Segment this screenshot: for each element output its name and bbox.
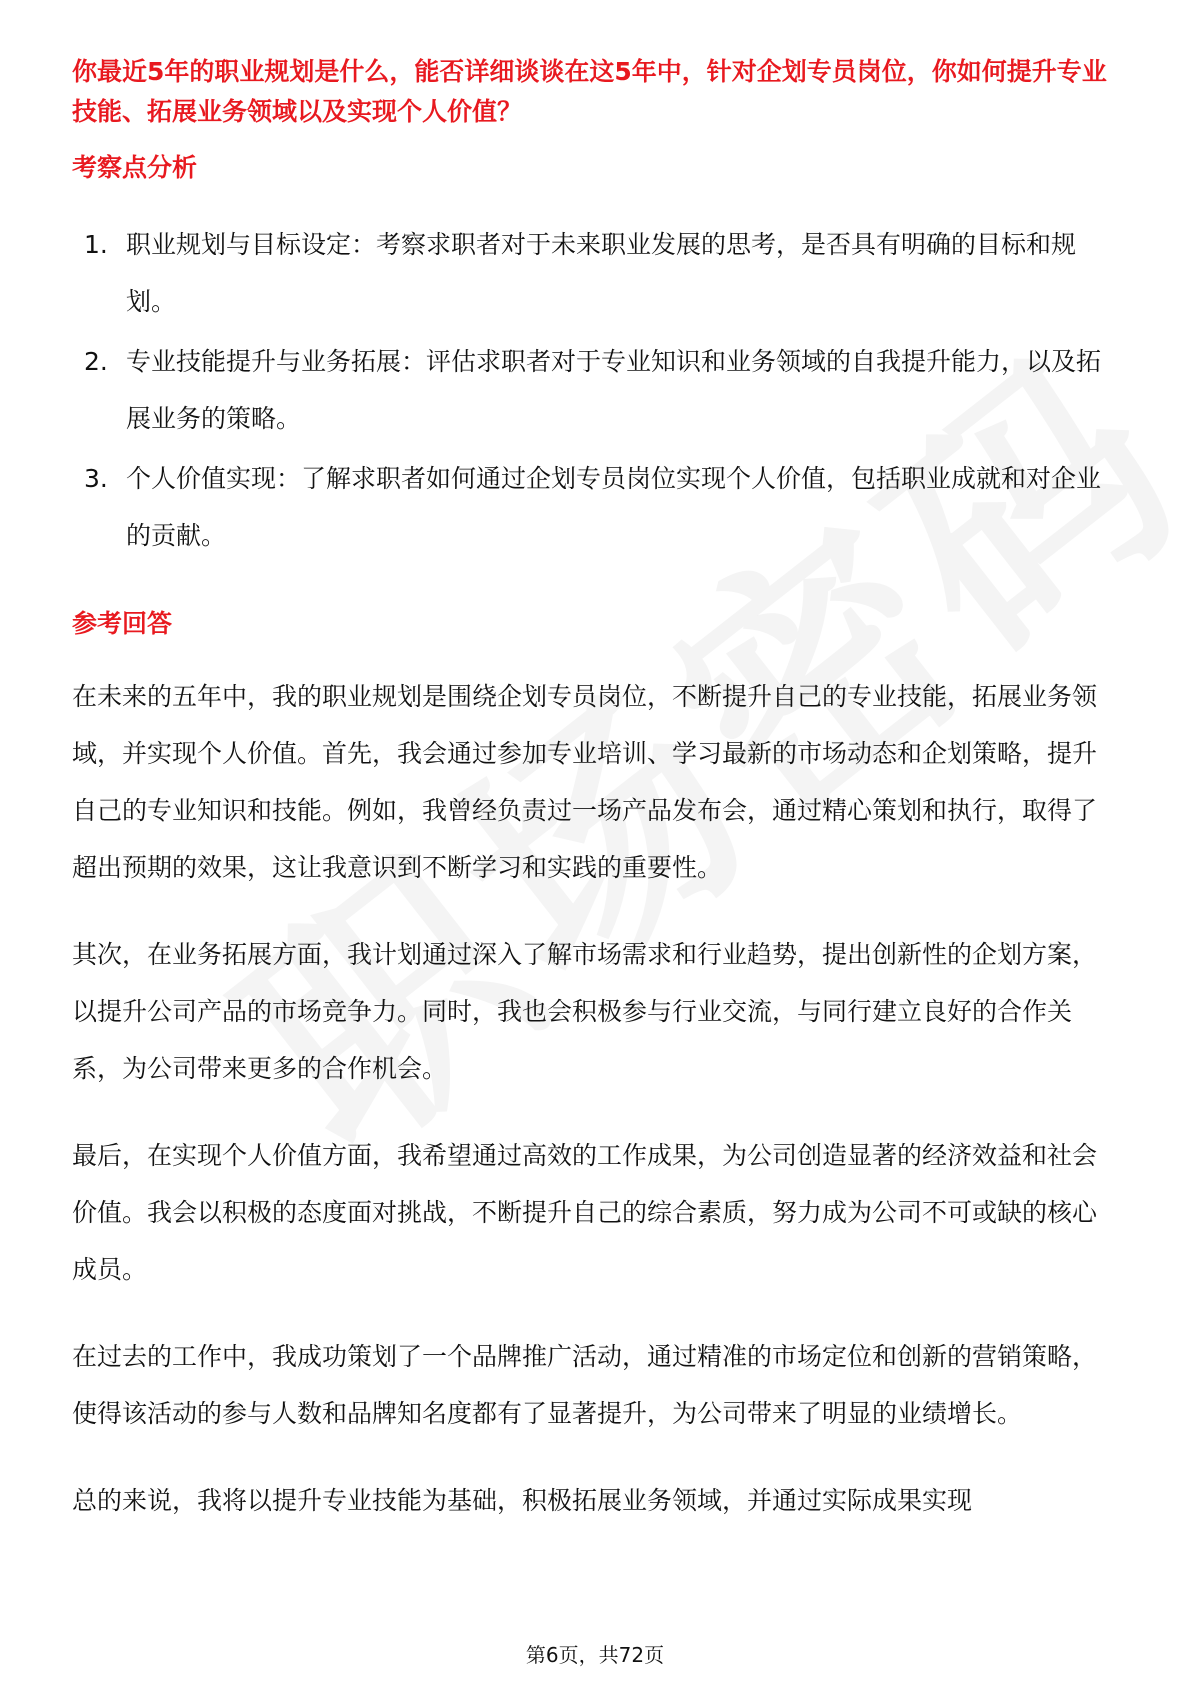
list-item: [72, 333, 1118, 447]
list-item-text: 职业规划与目标设定：考察求职者对于未来职业发展的思考，是否具有明确的目标和规划。: [126, 230, 1077, 316]
answer-paragraph: 在未来的五年中，我的职业规划是围绕企划专员岗位，不断提升自己的专业技能，拓展业务领域，并实现个人价值。首先，我会通过参加专业培训、学习最新的市场动态和企划策略，提升自己的专业知识和技能。例如，我曾经负责过一场产品发布会，通过精心策划和执行，取得了超出预期的效果，这让我意识到不断学习和实践的重要性。: [72, 682, 1098, 882]
answer-paragraph: 最后，在实现个人价值方面，我希望通过高效的工作成果，为公司创造显著的经济效益和社会价值。我会以积极的态度面对挑战，不断提升自己的综合素质，努力成为公司不可或缺的核心成员。: [72, 1141, 1098, 1284]
list-item-text: 专业技能提升与业务拓展：评估求职者对于专业知识和业务领域的自我提升能力，以及拓展业务的策略。: [126, 347, 1102, 433]
answer-paragraph: 总的来说，我将以提升专业技能为基础，积极拓展业务领域，并通过实际成果实现: [72, 1486, 973, 1515]
list-item-number: 2.: [84, 347, 108, 376]
page-number-footer: 第6页，共72页: [525, 1643, 665, 1667]
document-content: [72, 52, 1118, 1529]
question-heading: 你最近5年的职业规划是什么，能否详细谈谈在这5年中，针对企划专员岗位，你如何提升专业技能、拓展业务领域以及实现个人价值？: [72, 57, 1107, 126]
list-item: [72, 450, 1118, 564]
answer-paragraph: 其次，在业务拓展方面，我计划通过深入了解市场需求和行业趋势，提出创新性的企划方案，以提升公司产品的市场竞争力。同时，我也会积极参与行业交流，与同行建立良好的合作关系，为公司带来更多的合作机会。: [72, 940, 1098, 1083]
analysis-section-title: 考察点分析: [72, 153, 198, 182]
analysis-list: [72, 216, 1118, 564]
answer-section-title: 参考回答: [72, 609, 173, 638]
answer-paragraph: 在过去的工作中，我成功策划了一个品牌推广活动，通过精准的市场定位和创新的营销策略，使得该活动的参与人数和品牌知名度都有了显著提升，为公司带来了明显的业绩增长。: [72, 1342, 1098, 1428]
list-item-number: 3.: [84, 464, 108, 493]
list-item-text: 个人价值实现：了解求职者如何通过企划专员岗位实现个人价值，包括职业成就和对企业的贡献。: [126, 464, 1102, 550]
list-item: [72, 216, 1118, 330]
list-item-number: 1.: [84, 230, 108, 259]
